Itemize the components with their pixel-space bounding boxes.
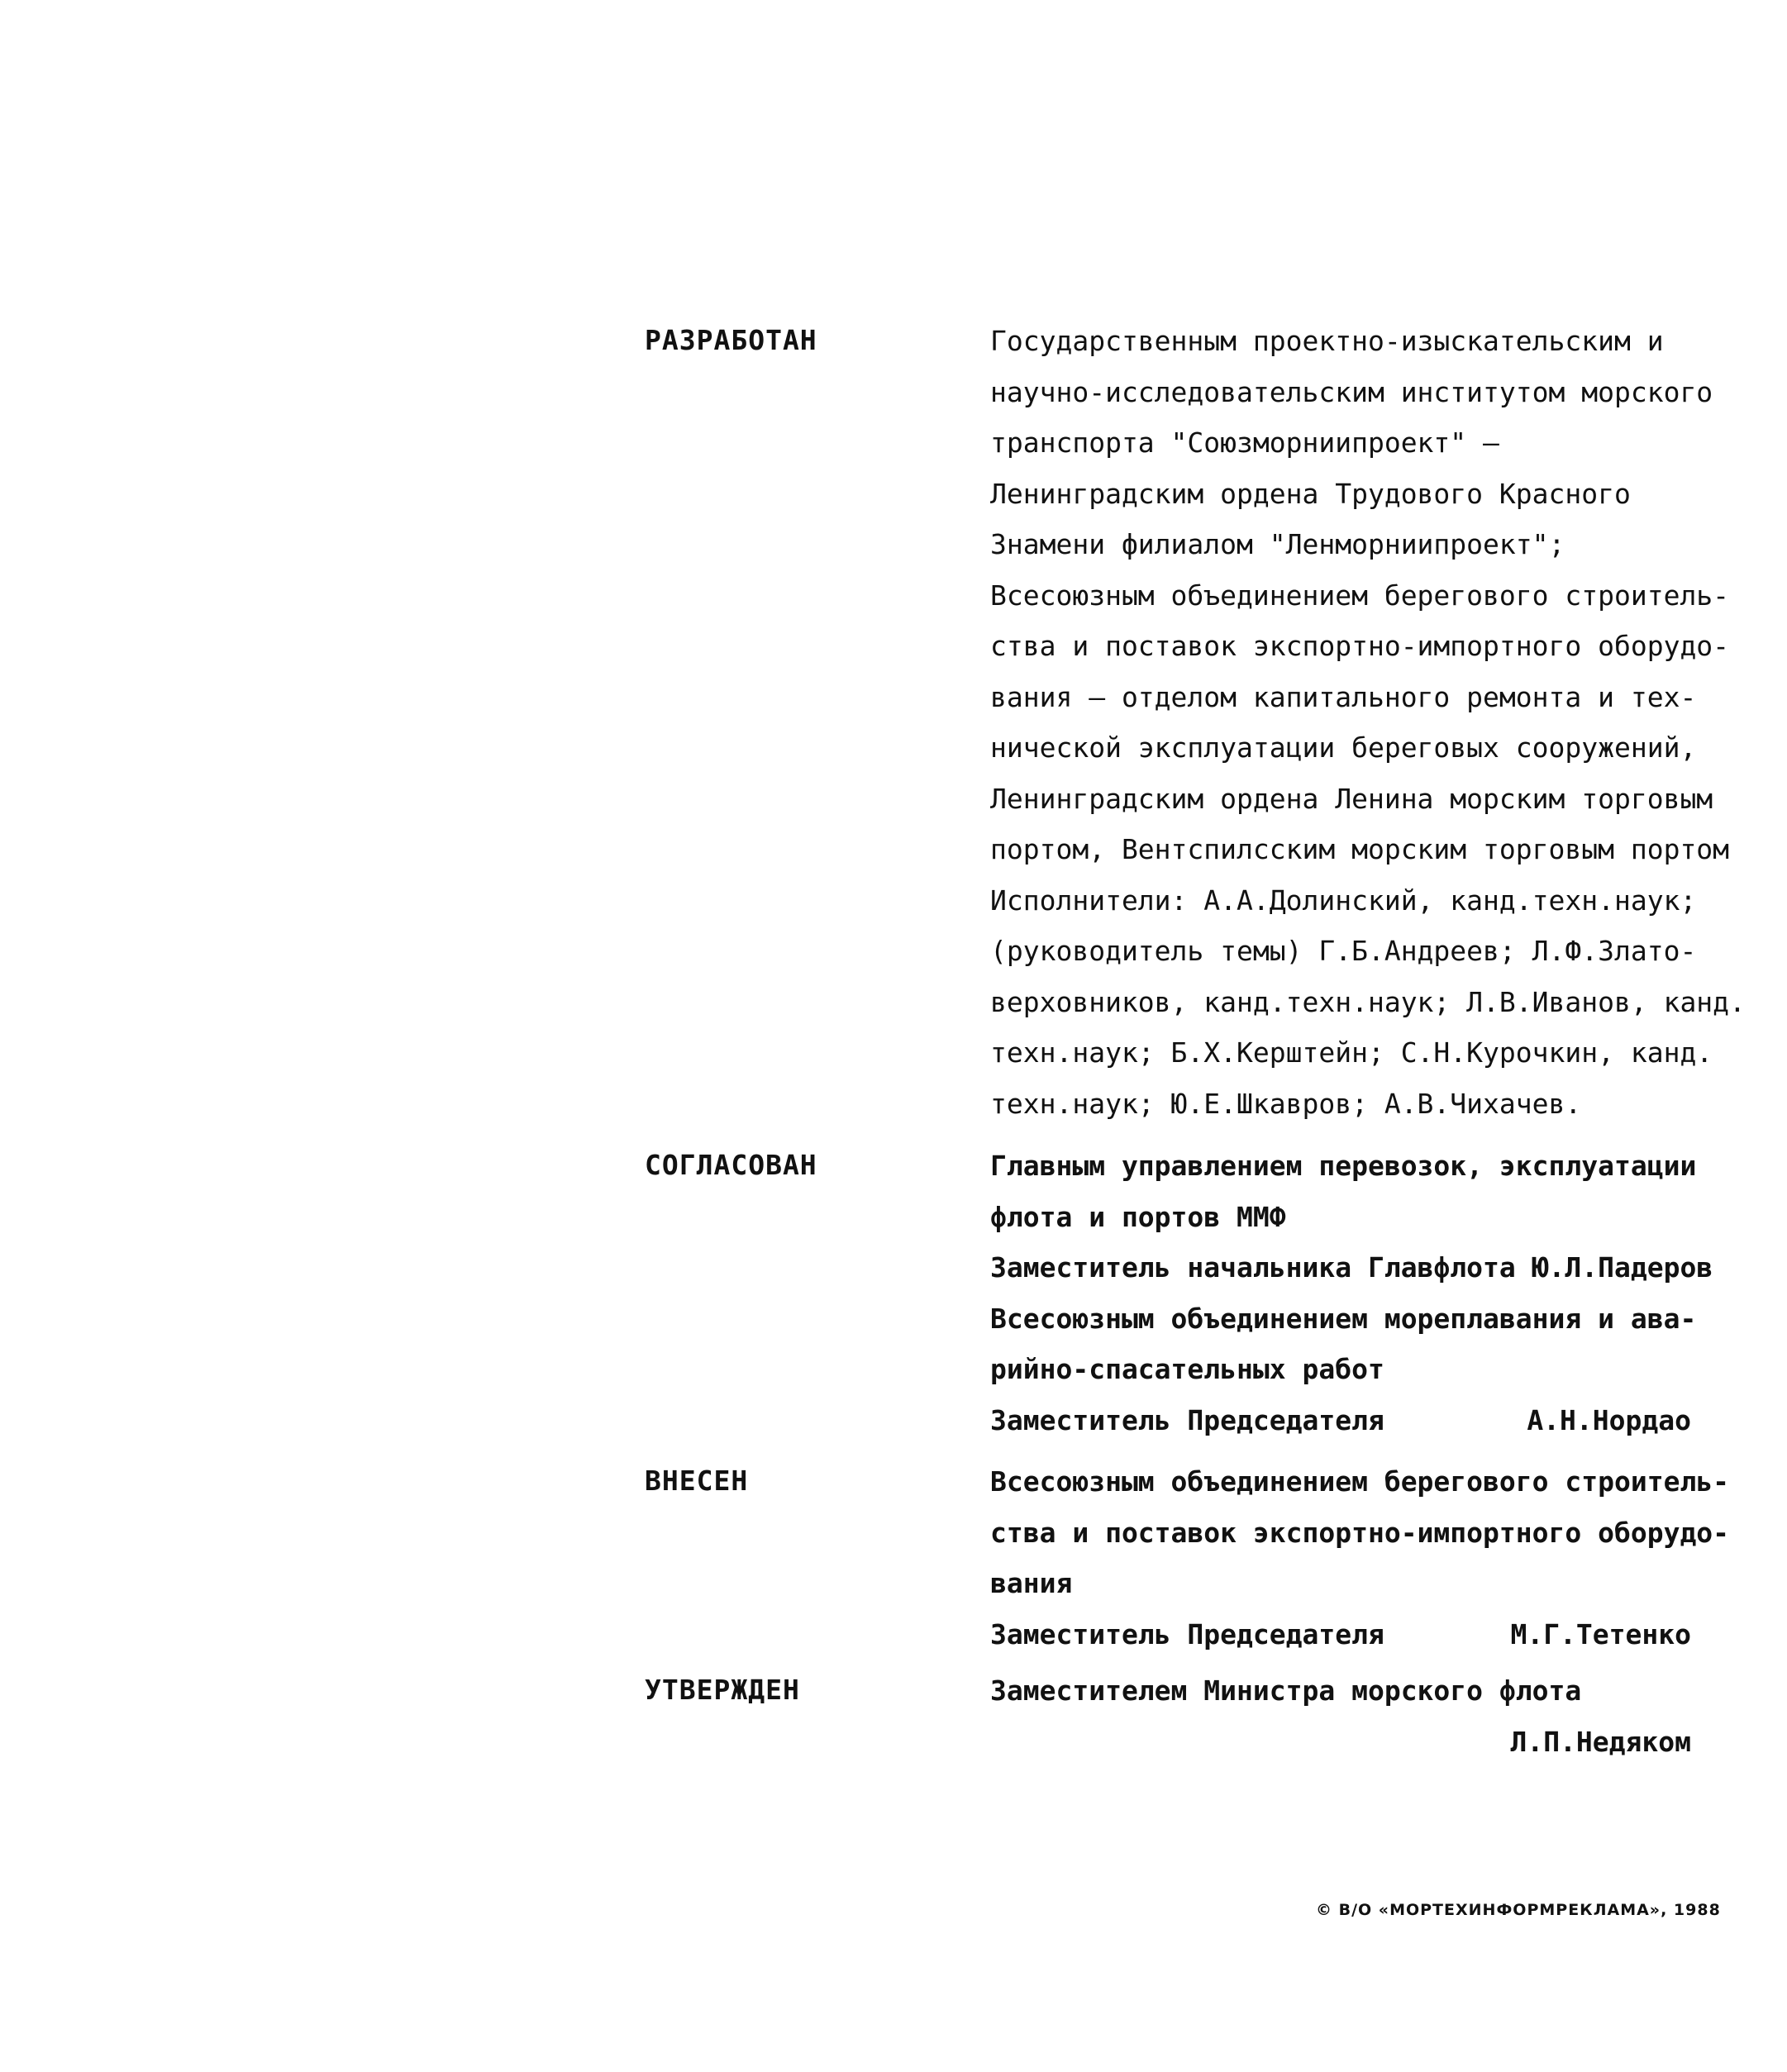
introduced-signature (990, 1609, 1691, 1660)
agreed-line: флота и портов ММФ (990, 1200, 1286, 1233)
developed-line: техн.наук; Б.Х.Керштейн; С.Н.Курочкин, канд. (990, 1036, 1713, 1069)
approved-text (990, 1665, 1718, 1767)
developed-line: Всесоюзным объединением берегового строитель- (990, 579, 1730, 612)
developed-line: (руководитель темы) Г.Б.Андреев; Л.Ф.Злато- (990, 935, 1697, 967)
introduced-line: ства и поставок экспортно-импортного оборудо- (990, 1516, 1730, 1549)
developed-line: научно-исследовательским институтом морского (990, 375, 1713, 408)
label-introduced: ВНЕСЕН (645, 1465, 749, 1497)
agreed-signature-title: Заместитель Председателя (990, 1403, 1384, 1436)
label-agreed: СОГЛАСОВАН (645, 1149, 817, 1181)
approved-line: Заместителем Министра морского флота (990, 1674, 1582, 1707)
agreed-signature (990, 1395, 1691, 1446)
label-developed: РАЗРАБОТАН (645, 324, 817, 356)
agreed-line: Всесоюзным объединением мореплавания и ава- (990, 1302, 1697, 1335)
developed-line: техн.наук; Ю.Е.Шкавров; А.В.Чихачев. (990, 1087, 1582, 1120)
developed-line: Знамени филиалом "Ленморниипроект"; (990, 528, 1565, 560)
agreed-line: рийно-спасательных работ (990, 1353, 1384, 1385)
agreed-text (990, 1141, 1718, 1446)
approved-signature-name: Л.П.Недяком (1510, 1725, 1691, 1758)
agreed-line: Главным управлением перевозок, эксплуатации (990, 1150, 1697, 1182)
agreed-line: Заместитель начальника Главфлота Ю.Л.Падеров (990, 1251, 1713, 1284)
developed-line: Ленинградским ордена Ленина морским торговым (990, 782, 1713, 815)
introduced-text (990, 1456, 1730, 1660)
introduced-line: Всесоюзным объединением берегового строитель- (990, 1465, 1730, 1498)
label-approved: УТВЕРЖДЕН (645, 1674, 800, 1706)
developed-line: портом, Вентспилсским морским торговым портом (990, 833, 1730, 865)
developed-line: нической эксплуатации береговых сооружений, (990, 731, 1697, 764)
developed-line: вания – отделом капитального ремонта и тех- (990, 680, 1697, 713)
introduced-signature-name: М.Г.Тетенко (1510, 1617, 1691, 1650)
developed-line: верховников, канд.техн.наук; Л.В.Иванов, канд. (990, 985, 1746, 1018)
developed-line: Государственным проектно-изыскательским и (990, 325, 1664, 357)
developed-text (990, 316, 1746, 1129)
developed-line: Ленинградским ордена Трудового Красного (990, 477, 1631, 510)
introduced-line: вания (990, 1567, 1073, 1599)
agreed-signature-name: А.Н.Нордао (1527, 1403, 1691, 1436)
developed-line: ства и поставок экспортно-импортного оборудо- (990, 630, 1730, 662)
developed-line: транспорта "Союзморниипроект" – (990, 426, 1499, 459)
copyright-footer: © В/О «МОРТЕХИНФОРМРЕКЛАМА», 1988 (1316, 1901, 1721, 1919)
developed-line: Исполнители: А.А.Долинский, канд.техн.наук; (990, 884, 1697, 917)
introduced-signature-title: Заместитель Председателя (990, 1617, 1384, 1650)
